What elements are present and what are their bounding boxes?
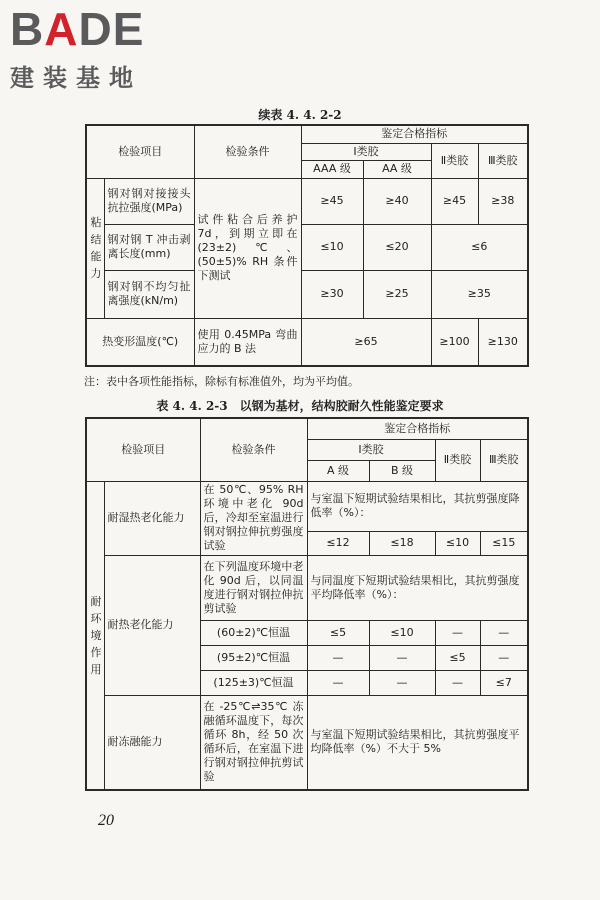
t1-group-label: 粘结能力: [90, 216, 102, 280]
t1-header-aa: AA 级: [363, 160, 431, 178]
t1-row3-label: 钢对钢不均匀扯离强度(kN/m): [104, 270, 194, 318]
t2-freeze-condition: 在 -25℃⇌35℃ 冻融循环温度下，每次循环 8h，经 50 次循环后，在室温下进行钢对钢拉伸抗剪试验: [200, 695, 307, 790]
t1-row1-class3: ≥38: [478, 178, 528, 224]
t2-freeze-desc: 与室温下短期试验结果相比，其抗剪强度平均降低率（%）不大于 5%: [307, 695, 528, 790]
t2-heat-row2-class2: ≤5: [435, 645, 480, 670]
t2-humid-condition: 在 50℃、95% RH 环境中老化 90d 后，冷却至室温进行钢对钢拉伸抗剪强度试验: [200, 481, 307, 555]
t2-heat-row3-b: —: [369, 670, 435, 695]
table2: [85, 417, 529, 791]
t1-row3-aa: ≥25: [363, 270, 431, 318]
t2-heat-row1-cond: (60±2)℃恒温: [200, 620, 307, 645]
table1-note: 注：表中各项性能指标，除标有标准值外，均为平均值。: [84, 375, 359, 388]
t1-header-class3: Ⅲ类胶: [478, 143, 528, 178]
t2-humid-b: ≤18: [369, 531, 435, 555]
t2-heat-row2-class3: —: [480, 645, 528, 670]
t2-header-class3: Ⅲ类胶: [480, 439, 528, 481]
table1: [85, 124, 529, 367]
t2-humid-class3: ≤15: [480, 531, 528, 555]
t1-header-class2: Ⅱ类胶: [431, 143, 478, 178]
t2-header-class1: Ⅰ类胶: [307, 439, 435, 460]
t2-heat-row3-a: —: [307, 670, 369, 695]
t2-humid-label: 耐湿热老化能力: [104, 481, 200, 555]
t1-row1-aaa: ≥45: [301, 178, 363, 224]
logo-letter-b: B: [10, 3, 45, 55]
t2-heat-row3-class2: —: [435, 670, 480, 695]
t1-header-condition: 检验条件: [194, 125, 301, 178]
t2-heat-condition: 在下列温度环境中老化 90d 后，以同温度进行钢对钢拉伸抗剪试验: [200, 555, 307, 620]
t1-row2-class2-3: ≤6: [431, 224, 528, 270]
t2-humid-class2: ≤10: [435, 531, 480, 555]
t2-header-item: 检验项目: [86, 418, 200, 481]
t1-row2-label: 钢对钢 T 冲击剥离长度(mm): [104, 224, 194, 270]
t2-heat-row3-class3: ≤7: [480, 670, 528, 695]
t2-heat-label: 耐热老化能力: [104, 555, 200, 695]
t2-heat-row1-class2: —: [435, 620, 480, 645]
t1-row4-class3: ≥130: [478, 318, 528, 366]
t2-heat-row1-b: ≤10: [369, 620, 435, 645]
t1-row3-class2-3: ≥35: [431, 270, 528, 318]
t1-group-bond: [86, 178, 104, 318]
brand-wordmark: [10, 4, 144, 54]
page-number: 20: [98, 812, 114, 829]
t1-row1-class2: ≥45: [431, 178, 478, 224]
t1-row2-aaa: ≤10: [301, 224, 363, 270]
t2-group-env: [86, 481, 104, 790]
t1-row3-aaa: ≥30: [301, 270, 363, 318]
t2-heat-row2-a: —: [307, 645, 369, 670]
t2-heat-row1-a: ≤5: [307, 620, 369, 645]
t1-row4-class2: ≥100: [431, 318, 478, 366]
t2-header-class2: Ⅱ类胶: [435, 439, 480, 481]
t2-group-label: 耐环境作用: [90, 594, 102, 676]
t1-header-item: 检验项目: [86, 125, 194, 178]
brand-logo: [10, 4, 144, 93]
logo-letter-a: A: [44, 3, 79, 55]
t1-row4-class1: ≥65: [301, 318, 431, 366]
logo-letters-de: DE: [78, 3, 145, 55]
t2-heat-row3-cond: (125±3)℃恒温: [200, 670, 307, 695]
t2-humid-a: ≤12: [307, 531, 369, 555]
table2-caption: 表 4. 4. 2-3 以钢为基材，结构胶耐久性能鉴定要求: [156, 399, 444, 413]
t1-row1-aa: ≥40: [363, 178, 431, 224]
t1-row2-aa: ≤20: [363, 224, 431, 270]
t1-header-aaa: AAA 级: [301, 160, 363, 178]
t2-heat-desc: 与同温度下短期试验结果相比，其抗剪强度平均降低率（%）：: [307, 555, 528, 620]
t2-header-condition: 检验条件: [200, 418, 307, 481]
t2-header-criteria: 鉴定合格指标: [307, 418, 528, 439]
t2-heat-row2-cond: (95±2)℃恒温: [200, 645, 307, 670]
t1-row4-label: 热变形温度(℃): [86, 318, 194, 366]
t1-row4-condition: 使用 0.45MPa 弯曲应力的 B 法: [194, 318, 301, 366]
t2-header-b: B 级: [369, 460, 435, 481]
t1-header-class1: Ⅰ类胶: [301, 143, 431, 160]
brand-chinese-name: 建装基地: [10, 64, 142, 92]
t1-header-criteria: 鉴定合格指标: [301, 125, 528, 143]
t2-header-a: A 级: [307, 460, 369, 481]
t2-heat-row1-class3: —: [480, 620, 528, 645]
t1-shared-condition: 试件粘合后养护 7d，到期立即在(23±2)℃、(50±5)% RH 条件下测试: [194, 178, 301, 318]
table1-caption: 续表 4. 4. 2-2: [258, 108, 342, 122]
t2-heat-row2-b: —: [369, 645, 435, 670]
t1-row1-label: 钢对钢对接接头抗拉强度(MPa): [104, 178, 194, 224]
t2-humid-desc: 与室温下短期试验结果相比，其抗剪强度降低率（%）：: [307, 481, 528, 531]
t2-freeze-label: 耐冻融能力: [104, 695, 200, 790]
